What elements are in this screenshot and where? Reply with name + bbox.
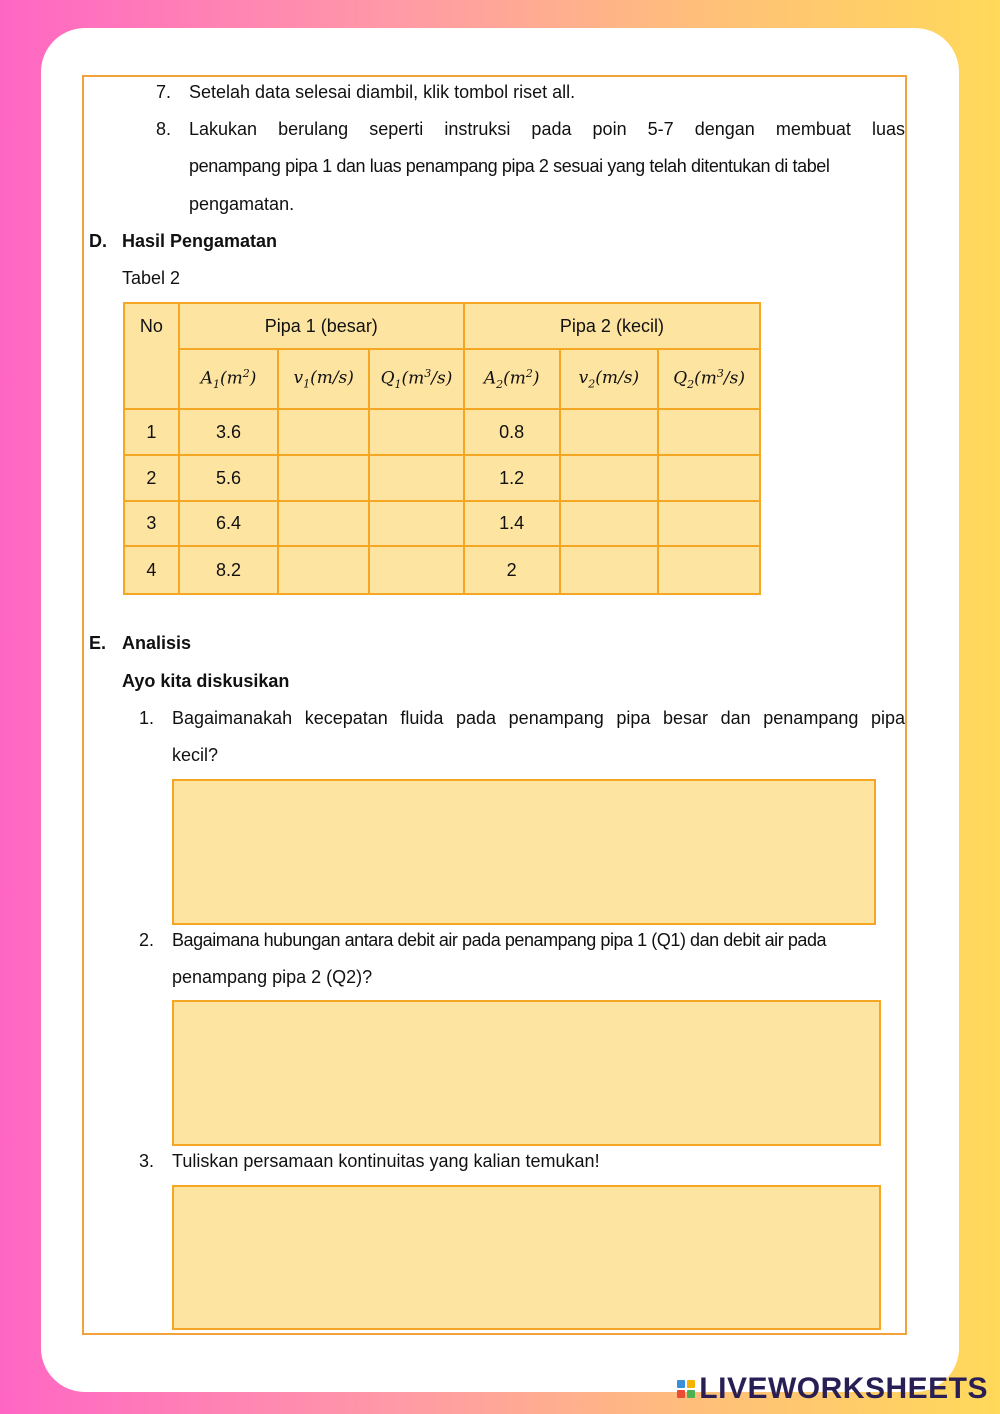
step-8-line-2: penampang pipa 1 dan luas penampang pipa 2 sesuai yang telah ditentukan di tabel [189,156,830,176]
cell-v1-input[interactable] [278,409,369,455]
cell-a1: 8.2 [179,546,279,594]
question-1-line-1: Bagaimanakah kecepatan fluida pada penampang pipa besar dan penampang pipa [172,708,905,728]
question-3-line-1: Tuliskan persamaan kontinuitas yang kalian temukan! [172,1151,600,1171]
header-v1: $v_1(m/s)$ [278,349,369,409]
observation-table [123,302,761,595]
cell-q1-input[interactable] [369,409,464,455]
cell-a2: 1.2 [464,455,560,501]
cell-no: 1 [124,409,179,455]
table-row [124,501,760,546]
content-frame [82,75,907,1335]
table-row [124,409,760,455]
cell-v2-input[interactable] [560,546,659,594]
liveworksheets-brand[interactable] [677,1372,988,1406]
step-7-number: 7. [156,82,172,102]
table-row [124,546,760,594]
cell-q1-input[interactable] [369,546,464,594]
header-q2: $Q_2(m^3/s)$ [658,349,760,409]
answer-box-3[interactable] [172,1185,881,1330]
cell-q2-input[interactable] [658,501,760,546]
step-7-text: Setelah data selesai diambil, klik tombol riset all. [189,82,576,102]
cell-v1-input[interactable] [278,546,369,594]
liveworksheets-logo-icon [677,1380,695,1398]
header-q1: $Q_1(m^3/s)$ [369,349,464,409]
section-e-title: Analisis [122,633,192,653]
cell-a2: 1.4 [464,501,560,546]
header-no: No [124,303,179,409]
answer-box-2[interactable] [172,1000,881,1146]
cell-v2-input[interactable] [560,409,659,455]
cell-no: 3 [124,501,179,546]
question-2-line-1: Bagaimana hubungan antara debit air pada penampang pipa 1 (Q1) dan debit air pada [172,930,827,950]
cell-a2: 0.8 [464,409,560,455]
cell-no: 2 [124,455,179,501]
answer-box-1[interactable] [172,779,876,925]
cell-v2-input[interactable] [560,455,659,501]
cell-v1-input[interactable] [278,455,369,501]
question-1-number: 1. [139,708,155,728]
question-2-line-2: penampang pipa 2 (Q2)? [172,967,373,987]
cell-a1: 3.6 [179,409,279,455]
cell-q2-input[interactable] [658,546,760,594]
cell-a2: 2 [464,546,560,594]
cell-no: 4 [124,546,179,594]
cell-a1: 6.4 [179,501,279,546]
section-e-letter: E. [89,633,107,653]
question-1-line-2: kecil? [172,745,219,765]
table-caption: Tabel 2 [122,268,181,288]
header-a2: $A_2(m^2)$ [464,349,560,409]
cell-q1-input[interactable] [369,501,464,546]
step-8-number: 8. [156,119,172,139]
cell-v1-input[interactable] [278,501,369,546]
question-2-number: 2. [139,930,155,950]
cell-q2-input[interactable] [658,455,760,501]
section-e-subtitle: Ayo kita diskusikan [122,671,290,691]
table-row [124,455,760,501]
cell-a1: 5.6 [179,455,279,501]
cell-v2-input[interactable] [560,501,659,546]
section-d-letter: D. [89,231,107,251]
cell-q1-input[interactable] [369,455,464,501]
header-pipe-2: Pipa 2 (kecil) [464,303,760,349]
step-8-line-1: Lakukan berulang seperti instruksi pada poin 5-7 dengan membuat luas [189,119,905,139]
section-d-title: Hasil Pengamatan [122,231,278,251]
brand-name: LIVEWORKSHEETS [699,1372,988,1405]
header-a1: $A_1(m^2)$ [179,349,279,409]
question-3-number: 3. [139,1151,155,1171]
header-v2: $v_2(m/s)$ [560,349,659,409]
step-8-line-3: pengamatan. [189,194,295,214]
cell-q2-input[interactable] [658,409,760,455]
header-pipe-1: Pipa 1 (besar) [179,303,464,349]
